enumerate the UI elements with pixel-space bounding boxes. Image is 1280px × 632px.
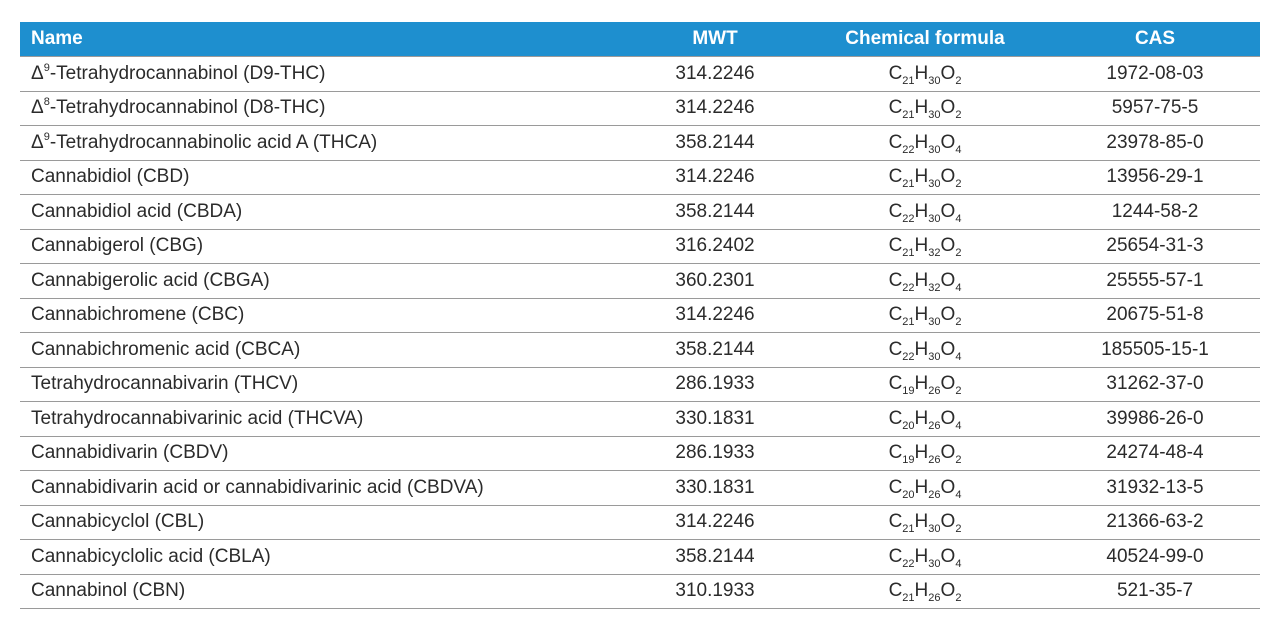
compound-name-cell	[20, 126, 630, 161]
table-body	[20, 57, 1260, 609]
compound-name-cell	[20, 540, 630, 575]
column-header-name: Name	[31, 28, 83, 49]
formula-count-subscript: 22	[902, 143, 915, 156]
cas-cell: 25555-57-1	[1050, 264, 1260, 299]
formula-count-subscript: 2	[955, 316, 962, 329]
formula-count-subscript: 30	[928, 143, 941, 156]
compound-name-cell	[20, 229, 630, 264]
table-row	[20, 402, 1260, 437]
formula-element: C	[888, 131, 903, 153]
formula-count-subscript: 2	[955, 247, 962, 260]
formula-count-subscript: 4	[955, 419, 962, 432]
formula-element: H	[914, 511, 929, 533]
formula-element: C	[888, 235, 903, 257]
compound-name: Tetrahydrocannabivarin (THCV)	[31, 373, 299, 395]
formula-count-subscript: 20	[902, 419, 915, 432]
formula-cell	[800, 264, 1050, 299]
delta-position-superscript: 9	[43, 130, 50, 143]
cas-cell: 20675-51-8	[1050, 298, 1260, 333]
formula-count-subscript: 2	[955, 385, 962, 398]
formula-element: O	[940, 235, 956, 257]
formula-count-subscript: 4	[955, 143, 962, 156]
formula-count-subscript: 30	[928, 557, 941, 570]
delta-symbol: Δ	[31, 131, 44, 153]
formula-count-subscript: 4	[955, 212, 962, 225]
formula-element: O	[940, 97, 956, 119]
cas-cell: 25654-31-3	[1050, 229, 1260, 264]
formula-count-subscript: 22	[902, 212, 915, 225]
formula-element: H	[914, 304, 929, 326]
cannabinoid-table	[20, 22, 1260, 609]
formula-count-subscript: 2	[955, 454, 962, 467]
formula-element: H	[914, 580, 929, 602]
formula-cell	[800, 471, 1050, 506]
formula-element: O	[940, 269, 956, 291]
compound-name-cell	[20, 298, 630, 333]
formula-element: O	[940, 442, 956, 464]
formula-element: O	[940, 545, 956, 567]
formula-element: O	[940, 131, 956, 153]
delta-symbol: Δ	[31, 62, 44, 84]
formula-element: H	[914, 269, 929, 291]
compound-name-cell	[20, 471, 630, 506]
formula-count-subscript: 4	[955, 557, 962, 570]
formula-cell	[800, 160, 1050, 195]
cas-cell: 13956-29-1	[1050, 160, 1260, 195]
formula-element: O	[940, 200, 956, 222]
formula-cell	[800, 402, 1050, 437]
formula-count-subscript: 30	[928, 74, 941, 87]
formula-count-subscript: 21	[902, 523, 915, 536]
formula-element: C	[888, 166, 903, 188]
delta-symbol: Δ	[31, 97, 44, 119]
mwt-cell: 330.1831	[630, 402, 800, 437]
table-row	[20, 505, 1260, 540]
formula-count-subscript: 2	[955, 109, 962, 122]
formula-element: C	[888, 407, 903, 429]
formula-count-subscript: 32	[928, 281, 941, 294]
formula-cell	[800, 57, 1050, 92]
compound-name-cell	[20, 402, 630, 437]
compound-name: Tetrahydrocannabivarinic acid (THCVA)	[31, 407, 364, 429]
formula-count-subscript: 2	[955, 178, 962, 191]
cas-cell: 5957-75-5	[1050, 91, 1260, 126]
table-row	[20, 229, 1260, 264]
formula-count-subscript: 2	[955, 74, 962, 87]
mwt-cell: 314.2246	[630, 57, 800, 92]
formula-count-subscript: 30	[928, 316, 941, 329]
column-header-mwt: MWT	[692, 28, 738, 49]
compound-name: Cannabidivarin (CBDV)	[31, 442, 229, 464]
compound-name: Cannabicyclol (CBL)	[31, 511, 205, 533]
formula-element: H	[914, 545, 929, 567]
formula-count-subscript: 21	[902, 316, 915, 329]
compound-name: Cannabichromenic acid (CBCA)	[31, 338, 301, 360]
formula-element: H	[914, 166, 929, 188]
compound-name: Cannabidiol acid (CBDA)	[31, 200, 243, 222]
formula-element: O	[940, 338, 956, 360]
formula-count-subscript: 30	[928, 109, 941, 122]
table-row	[20, 91, 1260, 126]
formula-element: C	[888, 545, 903, 567]
formula-count-subscript: 22	[902, 350, 915, 363]
formula-element: H	[914, 131, 929, 153]
formula-count-subscript: 19	[902, 454, 915, 467]
formula-count-subscript: 21	[902, 74, 915, 87]
cannabinoid-table-container	[20, 22, 1260, 609]
compound-name: Cannabigerol (CBG)	[31, 235, 204, 257]
formula-element: O	[940, 476, 956, 498]
compound-name: Cannabicyclolic acid (CBLA)	[31, 545, 271, 567]
table-row	[20, 367, 1260, 402]
cas-cell: 185505-15-1	[1050, 333, 1260, 368]
compound-name: Cannabichromene (CBC)	[31, 304, 245, 326]
formula-element: C	[888, 269, 903, 291]
formula-count-subscript: 26	[928, 592, 941, 605]
compound-name-cell	[20, 436, 630, 471]
formula-element: O	[940, 511, 956, 533]
compound-name-cell	[20, 505, 630, 540]
formula-cell	[800, 574, 1050, 609]
cas-cell: 31262-37-0	[1050, 367, 1260, 402]
formula-element: H	[914, 235, 929, 257]
formula-element: H	[914, 62, 929, 84]
formula-count-subscript: 4	[955, 281, 962, 294]
compound-name: -Tetrahydrocannabinol (D8-THC)	[49, 97, 326, 119]
table-row	[20, 436, 1260, 471]
formula-count-subscript: 26	[928, 454, 941, 467]
table-row	[20, 195, 1260, 230]
compound-name-cell	[20, 574, 630, 609]
cas-cell: 39986-26-0	[1050, 402, 1260, 437]
mwt-cell: 358.2144	[630, 126, 800, 161]
formula-element: C	[888, 338, 903, 360]
formula-element: O	[940, 304, 956, 326]
cas-cell: 521-35-7	[1050, 574, 1260, 609]
formula-element: H	[914, 338, 929, 360]
column-header-formula: Chemical formula	[845, 28, 1005, 49]
formula-element: C	[888, 373, 903, 395]
formula-count-subscript: 22	[902, 557, 915, 570]
formula-cell	[800, 126, 1050, 161]
formula-cell	[800, 540, 1050, 575]
compound-name: Cannabinol (CBN)	[31, 580, 186, 602]
mwt-cell: 314.2246	[630, 298, 800, 333]
table-row	[20, 126, 1260, 161]
compound-name-cell	[20, 367, 630, 402]
formula-count-subscript: 32	[928, 247, 941, 260]
formula-count-subscript: 26	[928, 488, 941, 501]
formula-count-subscript: 4	[955, 488, 962, 501]
formula-count-subscript: 19	[902, 385, 915, 398]
cas-cell: 31932-13-5	[1050, 471, 1260, 506]
mwt-cell: 286.1933	[630, 436, 800, 471]
formula-element: H	[914, 373, 929, 395]
cas-cell: 1244-58-2	[1050, 195, 1260, 230]
compound-name-cell	[20, 160, 630, 195]
formula-cell	[800, 91, 1050, 126]
formula-count-subscript: 26	[928, 385, 941, 398]
table-row	[20, 160, 1260, 195]
compound-name: Cannabigerolic acid (CBGA)	[31, 269, 270, 291]
formula-element: C	[888, 476, 903, 498]
formula-count-subscript: 21	[902, 178, 915, 191]
formula-cell	[800, 436, 1050, 471]
formula-cell	[800, 505, 1050, 540]
formula-element: O	[940, 373, 956, 395]
formula-count-subscript: 21	[902, 109, 915, 122]
formula-element: H	[914, 476, 929, 498]
table-row	[20, 574, 1260, 609]
column-header-cas: CAS	[1134, 28, 1176, 49]
formula-cell	[800, 333, 1050, 368]
table-row	[20, 264, 1260, 299]
mwt-cell: 314.2246	[630, 505, 800, 540]
mwt-cell: 314.2246	[630, 91, 800, 126]
formula-cell	[800, 367, 1050, 402]
mwt-cell: 358.2144	[630, 333, 800, 368]
cas-cell: 24274-48-4	[1050, 436, 1260, 471]
table-row	[20, 333, 1260, 368]
formula-count-subscript: 2	[955, 592, 962, 605]
compound-name-cell	[20, 57, 630, 92]
formula-element: O	[940, 166, 956, 188]
formula-element: C	[888, 304, 903, 326]
mwt-cell: 310.1933	[630, 574, 800, 609]
delta-position-superscript: 9	[43, 61, 50, 74]
mwt-cell: 314.2246	[630, 160, 800, 195]
formula-count-subscript: 21	[902, 247, 915, 260]
compound-name-cell	[20, 333, 630, 368]
formula-element: O	[940, 407, 956, 429]
formula-element: H	[914, 407, 929, 429]
compound-name: Cannabidiol (CBD)	[31, 166, 190, 188]
mwt-cell: 316.2402	[630, 229, 800, 264]
mwt-cell: 358.2144	[630, 540, 800, 575]
formula-element: O	[940, 62, 956, 84]
formula-count-subscript: 21	[902, 592, 915, 605]
formula-element: H	[914, 442, 929, 464]
formula-element: H	[914, 200, 929, 222]
formula-element: C	[888, 580, 903, 602]
mwt-cell: 358.2144	[630, 195, 800, 230]
formula-cell	[800, 229, 1050, 264]
formula-element: H	[914, 97, 929, 119]
compound-name: -Tetrahydrocannabinolic acid A (THCA)	[49, 131, 378, 153]
table-row	[20, 298, 1260, 333]
formula-count-subscript: 30	[928, 523, 941, 536]
formula-count-subscript: 26	[928, 419, 941, 432]
formula-count-subscript: 22	[902, 281, 915, 294]
compound-name-cell	[20, 195, 630, 230]
formula-element: C	[888, 62, 903, 84]
cas-cell: 23978-85-0	[1050, 126, 1260, 161]
compound-name-cell	[20, 91, 630, 126]
mwt-cell: 286.1933	[630, 367, 800, 402]
cas-cell: 1972-08-03	[1050, 57, 1260, 92]
formula-count-subscript: 30	[928, 178, 941, 191]
formula-cell	[800, 298, 1050, 333]
table-row	[20, 471, 1260, 506]
compound-name-cell	[20, 264, 630, 299]
table-row	[20, 540, 1260, 575]
compound-name: -Tetrahydrocannabinol (D9-THC)	[49, 62, 326, 84]
formula-element: C	[888, 511, 903, 533]
formula-element: C	[888, 97, 903, 119]
mwt-cell: 360.2301	[630, 264, 800, 299]
delta-position-superscript: 8	[43, 96, 50, 109]
formula-count-subscript: 4	[955, 350, 962, 363]
formula-count-subscript: 30	[928, 350, 941, 363]
formula-cell	[800, 195, 1050, 230]
table-row	[20, 57, 1260, 92]
formula-element: C	[888, 200, 903, 222]
cas-cell: 40524-99-0	[1050, 540, 1260, 575]
compound-name: Cannabidivarin acid or cannabidivarinic acid (CBDVA)	[31, 476, 484, 498]
formula-count-subscript: 2	[955, 523, 962, 536]
header-row	[20, 22, 1260, 57]
formula-element: C	[888, 442, 903, 464]
mwt-cell: 330.1831	[630, 471, 800, 506]
formula-element: O	[940, 580, 956, 602]
table-header	[20, 22, 1260, 57]
formula-count-subscript: 20	[902, 488, 915, 501]
formula-count-subscript: 30	[928, 212, 941, 225]
cas-cell: 21366-63-2	[1050, 505, 1260, 540]
